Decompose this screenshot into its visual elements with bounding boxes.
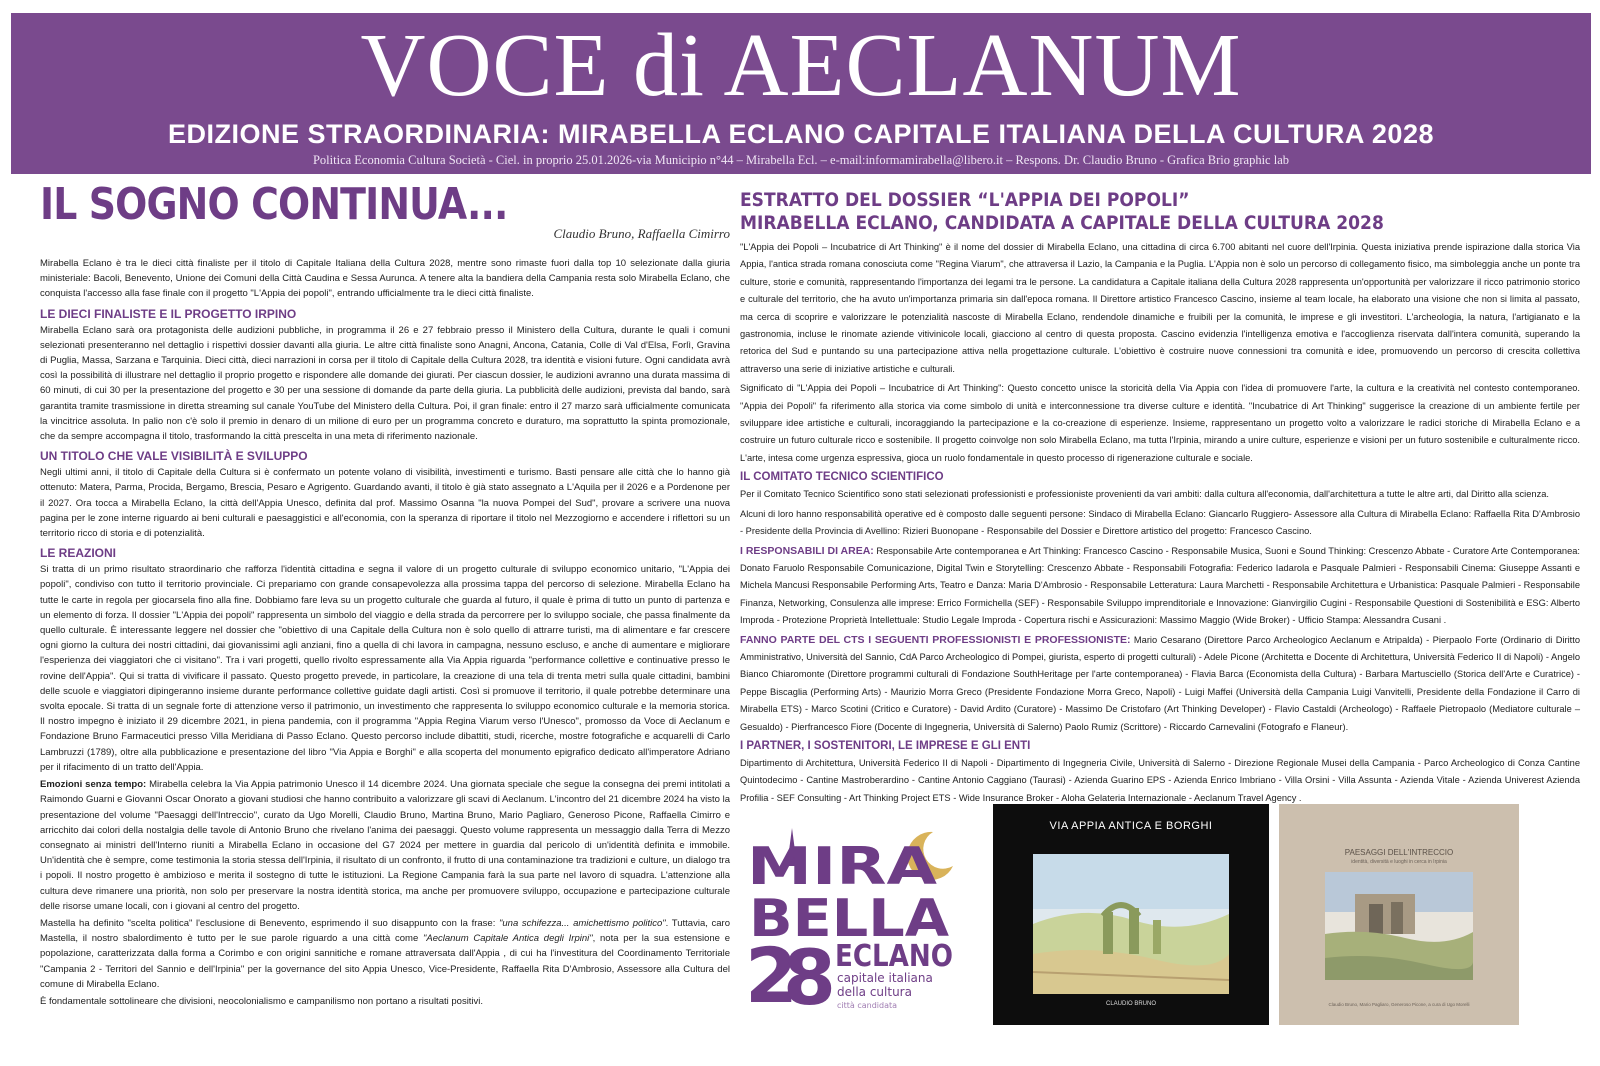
masthead-info: Politica Economia Cultura Società - Ciel. in proprio 25.01.2026-via Municipio n°44 – Mirabella Ecl. – e-mail:informamirabella@libero.it – Respons. Dr. Claudio Bruno - Grafica Brio graphic lab bbox=[312, 153, 1289, 167]
article-intro: Mirabella Eclano è tra le dieci città finaliste per il titolo di Capitale Italiana della Cultura 2028, mentre sono rimaste fuori dalla top 10 selezionate dalla giuria ministeriale: Bacoli, Benevento, Unione dei Comuni della Città Caudina e Sessa Aurunca. A tenere alta la bandiera della Campania resta solo Mirabella Eclano, che conquista l'accesso alla fase finale con il progetto "L'Appia dei popoli", entrando ufficialmente tra le dieci città finaliste. bbox=[40, 258, 730, 300]
book-cover-paesaggi bbox=[1279, 804, 1519, 1025]
book2-watercolor-image bbox=[1325, 872, 1473, 980]
section-title-titolo: UN TITOLO CHE VALE VISIBILITÀ E SVILUPPO bbox=[40, 449, 308, 464]
mastella-quote: "una schifezza... amichettismo politico" bbox=[499, 917, 666, 929]
section-text-titolo: Negli ultimi anni, il titolo di Capitale della Cultura si è confermato un potente volano di visibilità, investimenti e turismo. Basti pensare alle città che lo hanno già ottenuto: Matera, Parma, Procida, Bergamo, Brescia, Pesaro e Agrigento. Guardando avanti, il titolo è già stato assegnato a L'Aquila per il 2026 e a Pordenone per il 2027. Ora tocca a Mirabella Eclano, la città dell'Appia Unesco, definita dal prof. Massimo Osanna "la nuova Pompei del Sud", provare a scrivere una nuova pagina per le zone interne riguardo ai beni culturali e paesaggistici e all'economia, con la speranza di riportare il titolo nel Mezzogiorno e accendere i riflettori su un territorio ricco di storia e di potenzialità. bbox=[40, 467, 730, 540]
edition-subtitle: EDIZIONE STRAORDINARIA: MIRABELLA ECLANO CAPITALE ITALIANA DELLA CULTURA 2028 bbox=[168, 119, 1434, 149]
logo-tagline-3: città candidata bbox=[837, 1001, 898, 1010]
mastella-text-b: . Tuttavia, caro Mastella, il nostro sbalordimento è tutto per le sue parole riguardo a una città come bbox=[40, 917, 731, 945]
dossier-paragraph-1: "L'Appia dei Popoli – Incubatrice di Art Thinking" è il nome del dossier di Mirabella Eclano, una cittadina di circa 6.700 abitanti nel cuore dell'Irpinia. Questa iniziativa prende ispirazione dalla storica Via Appia, l'antica strada romana conosciuta come "Regina Viarum", che attraversa il Lazio, la Campania e la Puglia. L'Appia non è solo un percorso di collegamento fisico, ma simboleggia anche un ponte tra culture, storie e comunità, rappresentando l'importanza dei legami tra le persone. La candidatura a Capitale italiana della Cultura 2028 rappresenta un'opportunità per valorizzare il ricco patrimonio storico e culturale del territorio, che ha avuto un'importanza primaria sin dall'epoca romana. Il Direttore artistico Francesco Cascino, insieme al team locale, ha elaborato una visione che non si limita al passato, ma cerca di scoprire e valorizzare le potenzialità nascoste di Mirabella Eclano, rendendole dinamiche e fruibili per la comunità, le imprese e gli investitori. L'archeologia, la natura, l'artigianato e la gastronomia, incluse le rinomate aziende vitivinicole locali, giacciono al centro di questa proposta. Cascino evidenzia l'intelligenza emotiva e l'accoglienza riservata dall'intera comunità, superando la retorica del Sud e puntando su una partecipazione attiva nella progettazione culturale. L'obiettivo è costruire nuove connessioni tra comunità e idee, promuovendo un percorso di crescita collettiva attraverso una serie di iniziative artistiche e culturali. bbox=[740, 242, 1580, 374]
professionisti-lead: FANNO PARTE DEL CTS I SEGUENTI PROFESSIONISTI E PROFESSIONISTE: bbox=[740, 633, 1131, 646]
responsabili-paragraph bbox=[740, 543, 1580, 630]
book2-title: PAESAGGI DELL'INTRECCIO bbox=[1344, 848, 1454, 857]
book2-authors: Claudio Bruno, Mario Pagliaro, Generoso Picone, a cura di Ugo Morelli bbox=[1328, 1002, 1470, 1007]
book1-watercolor-image bbox=[1033, 854, 1229, 994]
dossier-subheading: MIRABELLA ECLANO, CANDIDATA A CAPITALE DELLA CULTURA 2028 bbox=[740, 212, 1384, 234]
dossier-article bbox=[740, 188, 1580, 809]
partners-paragraph: Dipartimento di Architettura, Università Federico II di Napoli - Dipartimento di Ingegneria Civile, Università di Salerno - Direzione Regionale Musei della Campania - Parco Archeologico di Conza Cantine Quintodecimo - Cantine Mastroberardino - Cantine Antonio Caggiano (Taurasi) - Azienda Guarino EPS - Azienda Enrico Imbriano - Villa Orsini - Villa Assunta - Azienda Vitale - Azienda Univerest Azienda Profilia - SEF Consulting - Art Thinking Project ETS - Wide Insurance Broker - Aloha Gelateria Internazionale - Aeclanum Travel Agency . bbox=[740, 757, 1580, 803]
cts-paragraph-1: Per il Comitato Tecnico Scientifico sono stati selezionati professionisti e professioniste provenienti da vari ambiti: dalla cultura all'economia, dall'architettura a tutte le altre arti, dal Diritto alla scienza. bbox=[740, 489, 1549, 500]
mirabella-2028-logo bbox=[745, 826, 975, 1016]
book1-title: VIA APPIA ANTICA E BORGHI bbox=[1049, 820, 1213, 832]
logo-number-2: 2 bbox=[745, 931, 798, 1016]
main-headline: IL SOGNO CONTINUA... bbox=[40, 179, 508, 230]
masthead bbox=[11, 13, 1591, 174]
logo-number-8: 8 bbox=[783, 933, 836, 1016]
section-title-finaliste: LE DIECI FINALISTE E IL PROGETTO IRPINO bbox=[40, 306, 297, 321]
dossier-heading: ESTRATTO DEL DOSSIER “L'APPIA DEI POPOLI” bbox=[740, 189, 1190, 211]
book-cover-via-appia bbox=[993, 804, 1269, 1025]
section-title-cts: IL COMITATO TECNICO SCIENTIFICO bbox=[740, 471, 944, 484]
section-text-reazioni: Si tratta di un primo risultato straordinario che rafforza l'identità cittadina e segna il valore di un progetto culturale di sviluppo economico unitario, "L'Appia dei popoli", condiviso con tutto il territorio provinciale. Ci prepariamo con grande consapevolezza alla prossima tappa del percorso di selezione. Mirabella Eclano ha tutte le carte in regola per giocarsela fino alla fine. Dobbiamo fare leva su un progetto culturale che guarda al futuro, il quale è prima di tutto un punto di partenza e un elemento di forza. Il dossier "L'Appia dei popoli" rappresenta un simbolo del viaggio e della strada da percorrere per lo sviluppo sociale, che passa finalmente da quello culturale. È interessante leggere nel dossier che "obiettivo di una Capitale della Cultura non è solo quello di attrarre turisti, ma di alimentare e far crescere ogni giorno la cultura dei nostri cittadini, dai giovanissimi agli anziani, fino a quella di chi lavora in campagna, nessuno escluso, e anche di aumentare e migliorare l'esperienza dei viaggiatori che ci visitano". Tra i vari progetti, quello rivolto espressamente alla Via Appia riguarda "performance collettive e continuative presso le rovine dell'Appia". Qui si tratta di vivificare il passato. Questo progetto prevede, in particolare, la creazione di una tela di trenta metri sulla quale cittadini, bambini delle scuole e viaggiatori dipingeranno insieme durante performance collettive guidate dagli artisti. Così si promuove il territorio, il quale potrebbe determinare una svolta epocale. Si tratta di un segnale forte di attenzione verso il patrimonio, un investimento che rappresenta lo sviluppo economico culturale e la memoria storica. Il nostro impegno è iniziato il 29 dicembre 2021, in piena pandemia, con il programma "Appia Regina Viarum verso l'Unesco", promosso da Voce di Aeclanum e Fondazione Bruno Farmaceutici presso Villa Meridiana di Passo Eclano. Questo percorso include dibattiti, studi, ricerche, mostre fotografiche e acquarelli di Carlo Lambruzzi (1789), oltre alla pubblicazione e presentazione del libro "Via Appia e Borghi" e alla scoperta del monumento epigrafico dedicato all'imperatore Adriano per il rifacimento di un tratto dell'Appia. bbox=[40, 564, 730, 773]
logo-tagline-2: della cultura bbox=[837, 985, 912, 999]
section-text-finaliste: Mirabella Eclano sarà ora protagonista delle audizioni pubbliche, in programma il 26 e 27 febbraio presso il Ministero della Cultura, durante le quali i comuni selezionati presenteranno nel dettaglio i rispettivi dossier davanti alla giuria. Le altre città finaliste sono Anagni, Ancona, Catania, Colle di Val d'Elsa, Forlì, Gravina di Puglia, Massa, Sarzana e Tarquinia. Dieci città, dieci narrazioni in corsa per il titolo di Capitale della Cultura 2028, tra identità e visioni future. Ogni candidata avrà così la possibilità di illustrare nel dettaglio il proprio progetto e rispondere alle domande dei giurati. Per ciascun dossier, le audizioni avranno una durata massima di 60 minuti, di cui 30 per la presentazione del progetto e 30 per una sessione di domande da parte della giuria. La pubblicità delle audizioni, prevista dal bando, sarà garantita tramite trasmissione in diretta streaming sul canale YouTube del Ministero della Cultura. Poi, il gran finale: entro il 27 marzo sarà ufficialmente comunicata la vincitrice assoluta. In palio non c'è solo il premio in denaro di un milione di euro per un programma concreto e duraturo, ma soprattutto la spinta promozionale, che da sempre accompagna il titolo, trasformando la città prescelta in una meta di riferimento nazionale. bbox=[40, 324, 730, 443]
responsabili-text: Responsabile Arte contemporanea e Art Thinking: Francesco Cascino - Responsabile Musica, Suoni e Sound Thinking: Crescenzo Abbate - Curatore Arte Contemporanea: Donato Faruolo Responsabile Comunicazione, Digital Twin e Storytelling: Crescenzo Abbate - Responsabili Fotografia: Federico Iadarola e Pasquale Palmieri - Responsabili Cinema: Giuseppe Assanti e Michela Mancusi Responsabile Performing Arts, Teatro e Danza: Maria D'Ambrosio - Responsabile Letteratura: Laura Marchetti - Responsabile Architettura e Urbanistica: Pasquale Palmieri - Responsabile Finanza, Networking, Consulenza alle imprese: Errico Formichella (SEF) - Responsabile Sviluppo imprenditoriale e Innovazione: Gianvirgilio Cugini - Responsabile Questioni di Sostenibilità e ESG: Alberto Improda - Protezione Proprietà Intellettuale: Studio Legale Improda - Copertura rischi e Assicurazioni: Massimo Maggio (Wide Broker) - Ufficio Stampa: Alessandra Cusani . bbox=[740, 545, 1580, 626]
article-authors: Claudio Bruno, Raffaella Cimirro bbox=[553, 226, 730, 241]
logo-line-bella: BELLA bbox=[749, 889, 949, 949]
section-text-emozioni bbox=[40, 777, 730, 914]
emozioni-text: Mirabella celebra la Via Appia patrimonio Unesco il 14 dicembre 2024. Una giornata speciale che segue la consegna dei premi intitolati a Raimondo Guarni e Giovanni Oscar Onorato a giovani studiosi che hanno contribuito a valorizzare gli scavi di Aeclanum. L'incontro del 21 dicembre 2024 ha visto la presentazione del volume "Paesaggi dell'Intreccio", curato da Ugo Morelli, Claudio Bruno, Martina Bruno, Mario Pagliaro, Generoso Picone, Raffaella Cimirro e arricchito dai colori della nostalgia delle tavole di Antonio Bruno che rivelano l'anima dei paesaggi. Questo volume rappresenta un messaggio dalla Terra di Mezzo consegnato ai ministri dell'Interno riuniti a Mirabella Eclano in occasione del G7 2024 per mettere in guardia dal pericolo di un'identità definita e immobile. Un'identità che è sempre, come testimonia la storia stessa dell'Irpinia, il risultato di un confronto, il frutto di una contaminazione tra tradizioni e culture, un dialogo tra i popoli. Il nostro progetto è ambizioso e merita il sostegno di tutte le istituzioni. La Regione Campania farà la sua parte nel lavoro di squadra. L'attenzione alla cultura deve rimanere una priorità, non solo per preservare la nostra identità storica, ma anche per promuovere sviluppo, occupazione e partecipazione culturale delle risorse umane locali, con i giovani al centro del progetto. bbox=[40, 779, 730, 912]
cts-paragraph-2: Alcuni di loro hanno responsabilità operative ed è composto dalle seguenti persone: Sindaco di Mirabella Eclano: Giancarlo Ruggiero- Assessore alla Cultura di Mirabella Eclano: Raffaella Rita D'Ambrosio - Presidente della Provincia di Avellino: Rizieri Buonopane - Responsabile del Dossier e Direttore artistico del progetto: Francesco Cascino. bbox=[740, 508, 1580, 537]
section-title-partner: I PARTNER, I SOSTENITORI, LE IMPRESE E GLI ENTI bbox=[740, 739, 1031, 752]
closing-sentence: È fondamentale sottolineare che divisioni, neocolonialismo e campanilismo non portano a risultati positivi. bbox=[40, 995, 484, 1007]
mastella-text-c: , nota per la sua estensione e popolazione, caratterizzata dalla forma a Corimbo e con origini sannitiche e romane attraversata dall'Appia , di cui ha l'investitura del Coordinamento Territoriale "Campania 2 - Territori del Sannio e dell'Irpinia" per la governance del sito Appia Unesco, Vice-Presidente, Raffaella Rita D'Ambrosio, Assessore alla Cultura del comune di Mirabella Eclano. bbox=[40, 933, 730, 990]
dossier-paragraph-2: Significato di "L'Appia dei Popoli – Incubatrice di Art Thinking": Questo concetto unisce la storicità della Via Appia con l'idea di promuovere l'arte, la cultura e la creatività nel contesto contemporaneo. "Appia dei Popoli" fa riferimento alla storica via come simbolo di unità e interconnessione tra diverse culture e identità. "Incubatrice di Art Thinking" suggerisce la creazione di un ambiente fertile per sviluppare idee artistiche e culturali, incoraggiando la partecipazione e la co-creazione di esperienze. Insieme, rappresentano un progetto volto a valorizzare le radici storiche di Mirabella Eclano e a costruire un futuro culturale ricco e sostenibile. Il progetto coinvolge non solo Mirabella Eclano, ma tutta l'Irpinia, mirando a unire culture, esperienze e visioni per un futuro sostenibile e culturalmente ricco. L'arte, intesa come urgenza espressiva, gioca un ruolo fondamentale in questo processo di rigenerazione culturale e sociale. bbox=[740, 383, 1580, 463]
professionisti-paragraph bbox=[740, 632, 1580, 736]
section-title-reazioni: LE REAZIONI bbox=[40, 546, 117, 561]
responsabili-lead: I RESPONSABILI DI AREA: bbox=[740, 544, 874, 557]
professionisti-text: Mario Cesarano (Direttore Parco Archeologico Aeclanum e Atripalda) - Pierpaolo Forte (Ordinario di Diritto Amministrativo, Università del Sannio, CdA Parco Archeologico di Pompei, giurista, esperto di progetti culturali) - Adele Picone (Architetta e Docente di Architettura, Università Federico II di Napoli) - Angelo Bianco Chiaromonte (Direttore programmi culturali di Fondazione SouthHeritage per l'arte contemporanea) - Flavia Barca (Economista della Cultura) - Barbara Martusciello (Storica dell'Arte e Curatrice) - Peppe Biscaglia (Performing Arts) - Maurizio Morra Greco (Presidente Fondazione Morra Greco, Napoli) - Luigi Maffei (Università della Campania Luigi Vanvitelli, Presidente della Fondazione il Carro di Mirabella ETS) - Marco Scotini (Critico e Curatore) - David Ardito (Curatore) - Massimo De Cristofaro (Art Thinking Developer) - Flavio Castaldi (Archeologo) - Raffaele Pietropaolo (Mediatore culturale – Gesualdo) - Pierfrancesco Fiore (Docente di Ingegneria, Università di Salerno) Paolo Rumiz (Scrittore) - Riccardo Carnevalini (Fotografo e Flaneur). bbox=[740, 634, 1580, 732]
book2-subtitle: identità, diversità e luoghi in cerca in Irpinia bbox=[1351, 859, 1447, 865]
logo-line-mira: MIRA bbox=[747, 837, 937, 897]
logo-tagline-1: capitale italiana bbox=[837, 971, 933, 985]
logo-eclano: ECLANO bbox=[835, 939, 953, 974]
main-article bbox=[40, 178, 730, 1011]
newspaper-title: VOCE di AECLANUM bbox=[360, 16, 1242, 115]
book1-author: CLAUDIO BRUNO bbox=[1105, 1001, 1156, 1007]
mastella-text-a: Mastella ha definito "scelta politica" l'esclusione di Benevento, esprimendo il suo disappunto con la frase: bbox=[40, 917, 500, 929]
emozioni-lead: Emozioni senza tempo: bbox=[40, 779, 147, 791]
section-text-mastella bbox=[40, 916, 730, 992]
aeclanum-quote: "Aeclanum Capitale Antica degli Irpini" bbox=[423, 933, 593, 945]
